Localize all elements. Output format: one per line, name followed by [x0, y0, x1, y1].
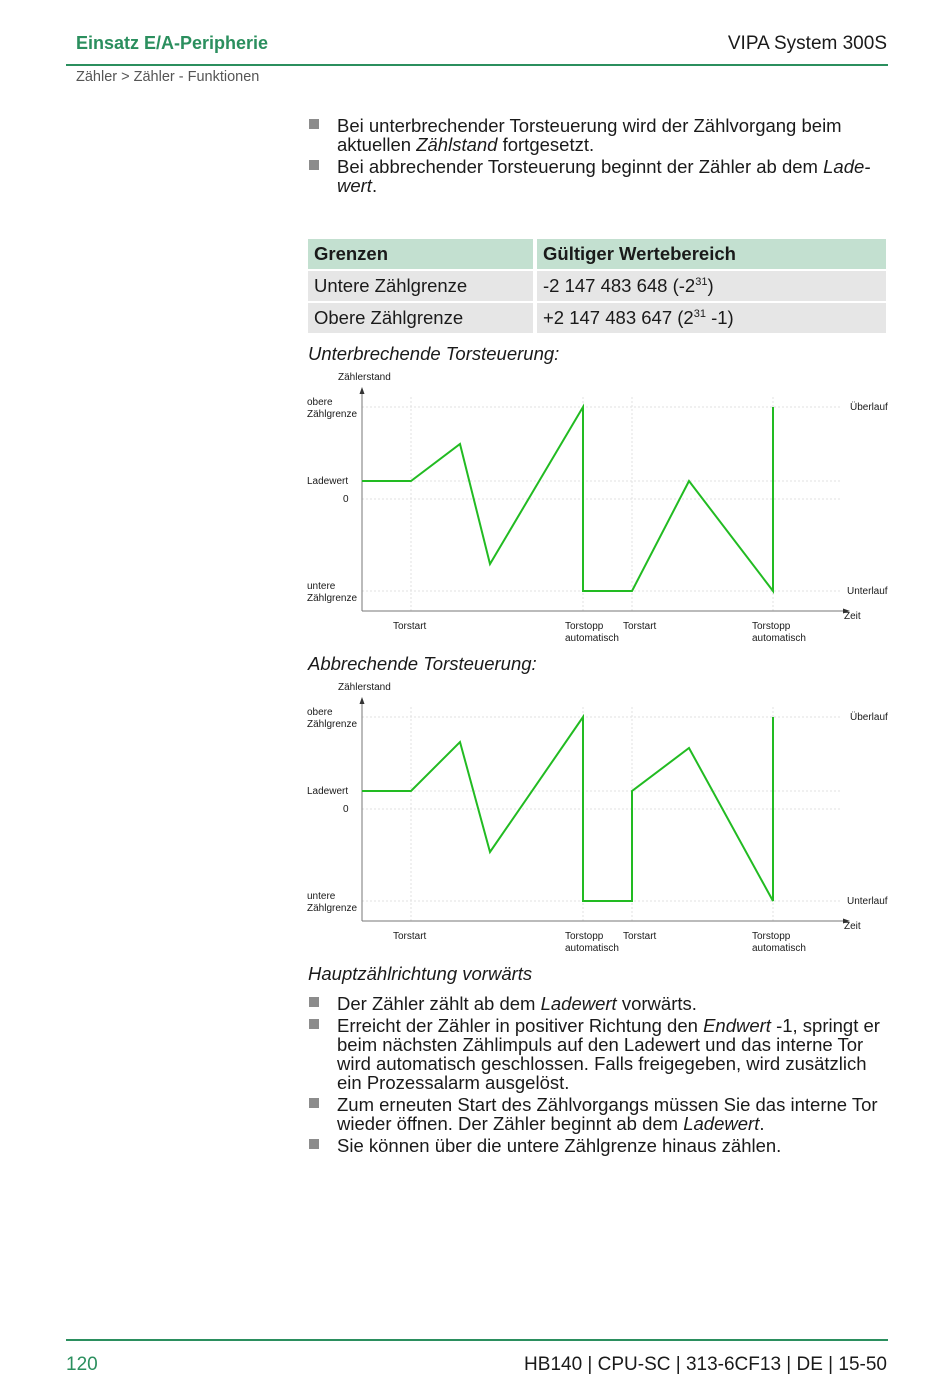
list-item: Sie können über die untere Zählgrenze hinaus zählen.: [308, 1136, 890, 1155]
bullet-square-icon: [309, 1019, 319, 1029]
bullet-square-icon: [309, 1098, 319, 1108]
diagram-2-title: Abbrechende Torsteuerung:: [308, 653, 537, 674]
header-rule: [66, 64, 888, 66]
table-row: [308, 303, 886, 333]
document-id: HB140 | CPU-SC | 313-6CF13 | DE | 15-50: [524, 1354, 887, 1375]
table-cell: +2 147 483 647 ($2^{31}$ -1): [537, 303, 886, 333]
column-header: Grenzen: [308, 239, 537, 269]
list-item: Bei unterbrechender Torsteuerung wird der Zählvorgang beim aktuellen Zählstand fortgesetzt.: [308, 116, 890, 154]
list-item: Der Zähler zählt ab dem Ladewert vorwärts.: [308, 994, 890, 1013]
list-item: Zum erneuten Start des Zählvorgangs müssen Sie das interne Tor wieder öffnen. Der Zähler beginnt ab dem Ladewert.: [308, 1095, 890, 1133]
bullet-square-icon: [309, 1139, 319, 1149]
gate-start-label: Torstart: [393, 931, 427, 942]
table-cell: Obere Zählgrenze: [308, 303, 537, 333]
gate-stop-label: Torstopp: [752, 621, 791, 632]
main-bullet-list: [308, 994, 890, 1158]
lower-limit-label: untere: [307, 891, 336, 902]
table-header-row: [308, 239, 886, 269]
zero-label: 0: [343, 494, 349, 505]
gate-stop-label: automatisch: [752, 633, 806, 644]
diagram-1-title: Unterbrechende Torsteuerung:: [308, 343, 560, 364]
section-title: Einsatz E/A-Peripherie: [76, 33, 269, 53]
intro-bullet-list: [308, 116, 890, 198]
overflow-label: Überlauf: [850, 402, 888, 413]
table-row: [308, 271, 886, 301]
underflow-label: Unterlauf: [847, 896, 888, 907]
gate-stop-label: Torstopp: [565, 621, 604, 632]
list-item: Bei abbrechender Torsteuerung beginnt der Zähler ab dem Lade-wert.: [308, 157, 890, 195]
gate-stop-label: Torstopp: [752, 931, 791, 942]
x-axis-label: Zeit: [844, 611, 861, 622]
bullet-square-icon: [309, 160, 319, 170]
page-number: 120: [66, 1354, 98, 1375]
gate-stop-label: Torstopp: [565, 931, 604, 942]
gate-start-label: Torstart: [623, 621, 657, 632]
diagram-interrupting-gate: [300, 365, 900, 655]
gate-start-label: Torstart: [623, 931, 657, 942]
product-title: VIPA System 300S: [727, 33, 887, 54]
overflow-label: Überlauf: [850, 712, 888, 723]
table-cell: -2 147 483 648 $(-2^{31})$: [537, 271, 886, 301]
lower-limit-label: untere: [307, 581, 336, 592]
upper-limit-label: Zählgrenze: [307, 409, 358, 420]
x-axis-label: Zeit: [844, 921, 861, 932]
lower-limit-label: Zählgrenze: [307, 903, 358, 914]
zero-label: 0: [343, 804, 349, 815]
lower-limit-label: Zählgrenze: [307, 593, 358, 604]
limits-table: [308, 237, 886, 335]
column-header: Gültiger Wertebereich: [537, 239, 886, 269]
list-item: Erreicht der Zähler in positiver Richtung den Endwert -1, springt er beim nächsten Zählimpuls auf den Ladewert und das interne Tor wird automatisch geschlossen. Falls freigegeben, wird zusätzlich ein Prozessalarm ausgelöst.: [308, 1016, 890, 1092]
main-direction-title: Hauptzählrichtung vorwärts: [308, 963, 533, 984]
footer-rule: [66, 1339, 888, 1341]
y-axis-label: Zählerstand: [338, 372, 391, 383]
breadcrumb: Zähler > Zähler - Funktionen: [76, 69, 260, 85]
underflow-label: Unterlauf: [847, 586, 888, 597]
bullet-square-icon: [309, 997, 319, 1007]
upper-limit-label: obere: [307, 397, 333, 408]
upper-limit-label: Zählgrenze: [307, 719, 358, 730]
y-axis-label: Zählerstand: [338, 682, 391, 693]
gate-stop-label: automatisch: [752, 943, 806, 954]
gate-stop-label: automatisch: [565, 943, 619, 954]
gate-stop-label: automatisch: [565, 633, 619, 644]
load-value-label: Ladewert: [307, 476, 349, 487]
table-cell: Untere Zählgrenze: [308, 271, 537, 301]
upper-limit-label: obere: [307, 707, 333, 718]
gate-start-label: Torstart: [393, 621, 427, 632]
diagram-aborting-gate: [300, 675, 900, 965]
bullet-square-icon: [309, 119, 319, 129]
load-value-label: Ladewert: [307, 786, 349, 797]
